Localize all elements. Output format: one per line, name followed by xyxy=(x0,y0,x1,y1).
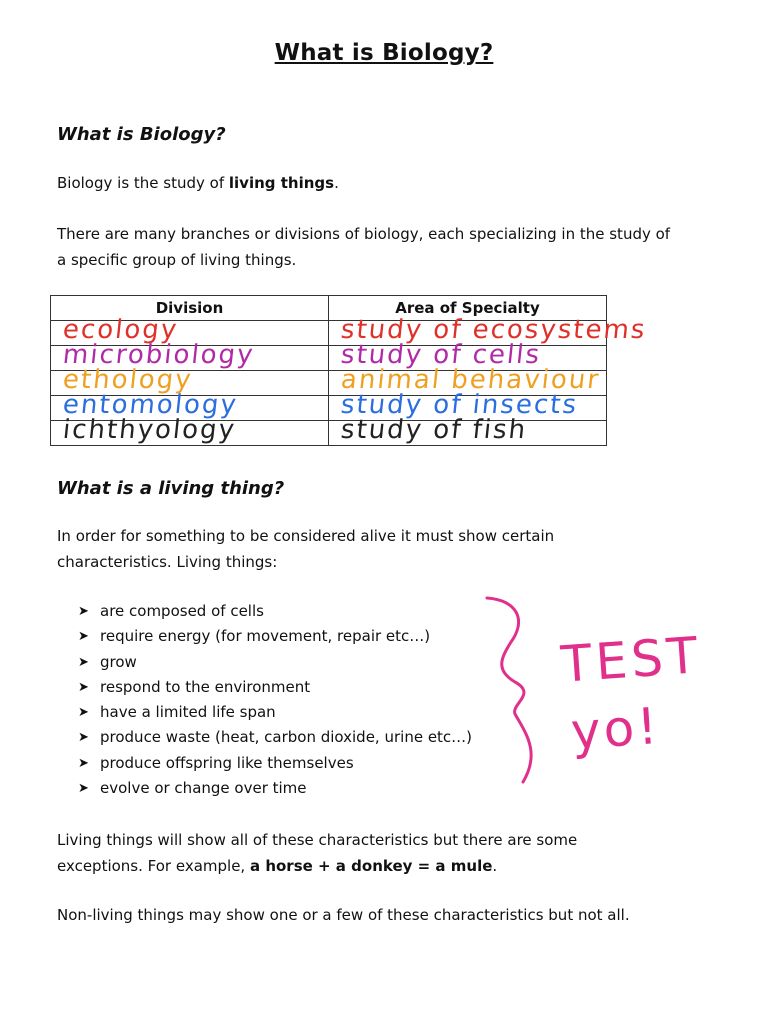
list-item xyxy=(78,776,472,801)
intro-line-2: characteristics. Living things: xyxy=(57,552,278,571)
page-title: What is Biology? xyxy=(274,40,494,66)
exceptions-paragraph xyxy=(57,828,727,879)
list-item-text: evolve or change over time xyxy=(100,779,307,798)
list-item-text: require energy (for movement, repair etc…) xyxy=(100,627,431,646)
arrow-bullet-icon: ➤ xyxy=(78,781,89,797)
branches-paragraph xyxy=(57,222,727,273)
list-item xyxy=(78,675,472,700)
arrow-bullet-icon: ➤ xyxy=(78,604,89,619)
list-item-text: produce waste (heat, carbon dioxide, urine etc…) xyxy=(100,728,473,747)
handwritten-division: ichthyology xyxy=(61,415,238,445)
handwritten-specialty: study of cells xyxy=(339,340,543,370)
branches-line-2: a specific group of living things. xyxy=(57,250,297,269)
arrow-bullet-icon: ➤ xyxy=(78,679,89,695)
handwritten-division: microbiology xyxy=(61,340,257,370)
intro-line-1: In order for something to be considered alive it must show certain xyxy=(57,527,555,545)
list-item-text: grow xyxy=(100,652,137,671)
intro-paragraph xyxy=(57,524,727,575)
arrow-bullet-icon: ➤ xyxy=(78,705,89,721)
section-heading-biology: What is Biology? xyxy=(57,124,226,145)
handwritten-specialty: study of ecosystems xyxy=(339,315,649,345)
handwritten-specialty: study of fish xyxy=(339,415,529,445)
list-item xyxy=(78,725,472,750)
handwritten-division: ecology xyxy=(61,315,180,345)
definition-paragraph xyxy=(57,171,727,197)
division-cell xyxy=(51,415,329,446)
arrow-bullet-icon: ➤ xyxy=(78,654,89,670)
handwritten-annotation xyxy=(475,590,705,790)
divisions-table xyxy=(50,295,649,446)
specialty-cell xyxy=(329,415,607,446)
handwritten-division: ethology xyxy=(61,365,195,395)
list-item-text: have a limited life span xyxy=(100,703,276,722)
annotation-line-1: TEST xyxy=(559,626,704,694)
section-heading-living-thing: What is a living thing? xyxy=(57,478,285,499)
exceptions-period: . xyxy=(492,856,498,875)
arrow-bullet-icon: ➤ xyxy=(78,629,89,645)
table-row xyxy=(51,421,607,446)
list-item-text: produce offspring like themselves xyxy=(100,753,354,772)
list-item xyxy=(78,751,472,776)
curly-brace-mark xyxy=(487,598,531,782)
definition-bold: living things xyxy=(228,174,335,192)
definition-period: . xyxy=(334,174,339,192)
mule-example: a horse + a donkey = a mule xyxy=(249,856,493,875)
list-item xyxy=(78,700,472,725)
list-item-text: respond to the environment xyxy=(100,677,311,696)
definition-text: Biology is the study of xyxy=(57,174,229,192)
list-item xyxy=(78,599,472,624)
handwritten-division: entomology xyxy=(61,390,240,420)
handwritten-specialty: animal behaviour xyxy=(339,365,602,395)
annotation-line-2: yo! xyxy=(569,696,663,762)
division-header: Division xyxy=(51,296,329,321)
specialty-header: Area of Specialty xyxy=(329,296,607,321)
handwritten-specialty: study of insects xyxy=(339,390,580,420)
characteristics-list xyxy=(78,599,472,801)
list-item xyxy=(78,650,472,675)
exceptions-line-1: Living things will show all of these characteristics but there are some xyxy=(57,831,578,849)
closing-paragraph: Non-living things may show one or a few of these characteristics but not all. xyxy=(57,906,630,924)
arrow-bullet-icon: ➤ xyxy=(78,730,89,746)
exceptions-line-2 xyxy=(57,854,727,880)
list-item xyxy=(78,624,472,649)
list-item-text: are composed of cells xyxy=(100,602,264,620)
exceptions-text: exceptions. For example, xyxy=(57,856,250,875)
branches-line-1: There are many branches or divisions of biology, each specializing in the study of xyxy=(57,225,671,243)
arrow-bullet-icon: ➤ xyxy=(78,755,89,771)
